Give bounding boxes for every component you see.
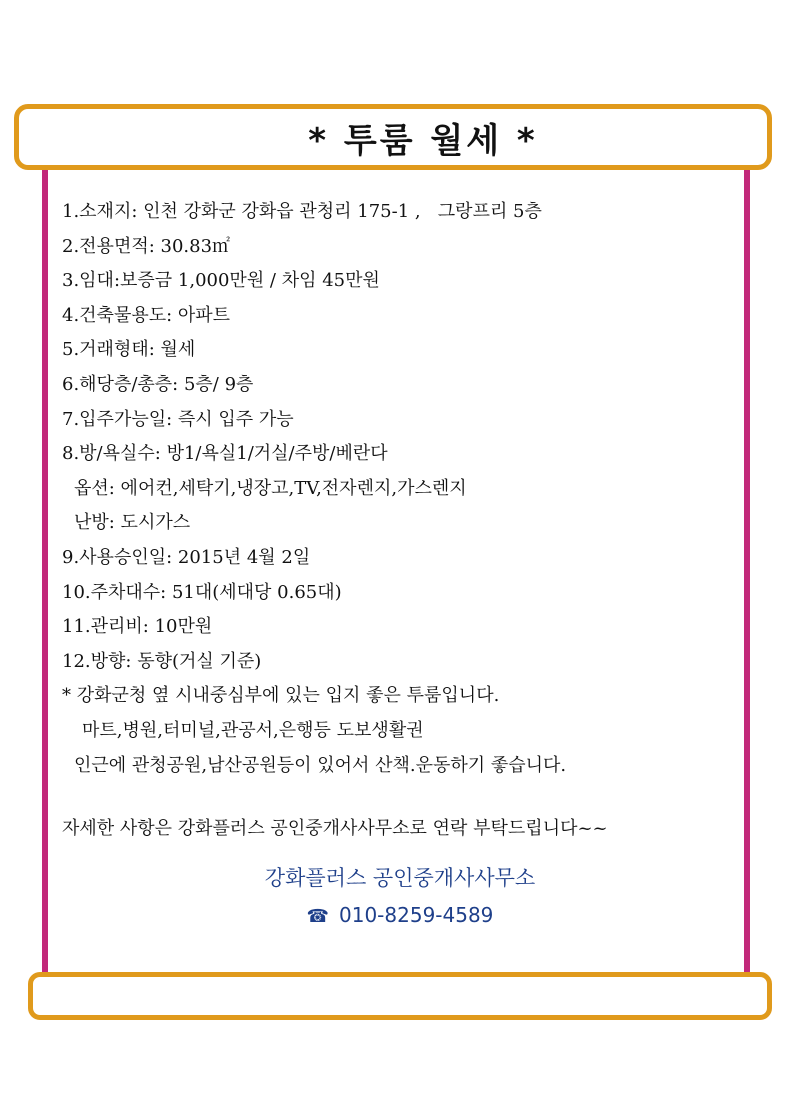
- detail-address: 1.소재지: 인천 강화군 강화읍 관청리 175-1 , 그랑프리 5층: [62, 201, 542, 222]
- title-banner: [14, 104, 772, 170]
- detail-direction: 12.방향: 동향(거실 기준): [62, 650, 262, 672]
- detail-move-in: 7.입주가능일: 즉시 입주 가능: [62, 408, 294, 430]
- detail-area: 2.전용면적: 30.83㎡: [62, 235, 231, 257]
- note-parks: 인근에 관청공원,남산공원등이 있어서 산책.운동하기 좋습니다.: [74, 754, 567, 776]
- listing-details: [62, 195, 742, 783]
- detail-options: 옵션: 에어컨,세탁기,냉장고,TV,전자렌지,가스렌지: [74, 477, 467, 499]
- note-location: * 강화군청 옆 시내중심부에 있는 입지 좋은 투룸입니다.: [62, 685, 500, 707]
- office-name: 강화플러스 공인중개사사무소: [264, 866, 536, 890]
- contact-request: 자세한 사항은 강화플러스 공인중개사사무소로 연락 부탁드립니다~~: [62, 818, 608, 839]
- detail-approval-date: 9.사용승인일: 2015년 4월 2일: [62, 546, 311, 568]
- detail-parking: 10.주차대수: 51대(세대당 0.65대): [62, 581, 342, 603]
- detail-heating: 난방: 도시가스: [74, 512, 191, 534]
- detail-deal-type: 5.거래형태: 월세: [62, 339, 196, 361]
- detail-floor: 6.해당층/총층: 5층/ 9층: [62, 373, 254, 395]
- page-title: * 투룸 월세 *: [308, 120, 538, 161]
- detail-building-use: 4.건축물용도: 아파트: [62, 304, 231, 326]
- note-amenities: 마트,병원,터미널,관공서,은행등 도보생활권: [82, 719, 424, 741]
- phone-icon: ☎: [306, 906, 329, 927]
- bottom-banner: [28, 972, 772, 1020]
- phone-line: [0, 903, 800, 927]
- detail-rooms: 8.방/욕실수: 방1/욕실1/거실/주방/베란다: [62, 443, 388, 465]
- phone-number[interactable]: 010-8259-4589: [339, 903, 494, 927]
- detail-rent: 3.임대:보증금 1,000만원 / 차임 45만원: [62, 270, 380, 292]
- detail-maintenance-fee: 11.관리비: 10만원: [62, 616, 213, 638]
